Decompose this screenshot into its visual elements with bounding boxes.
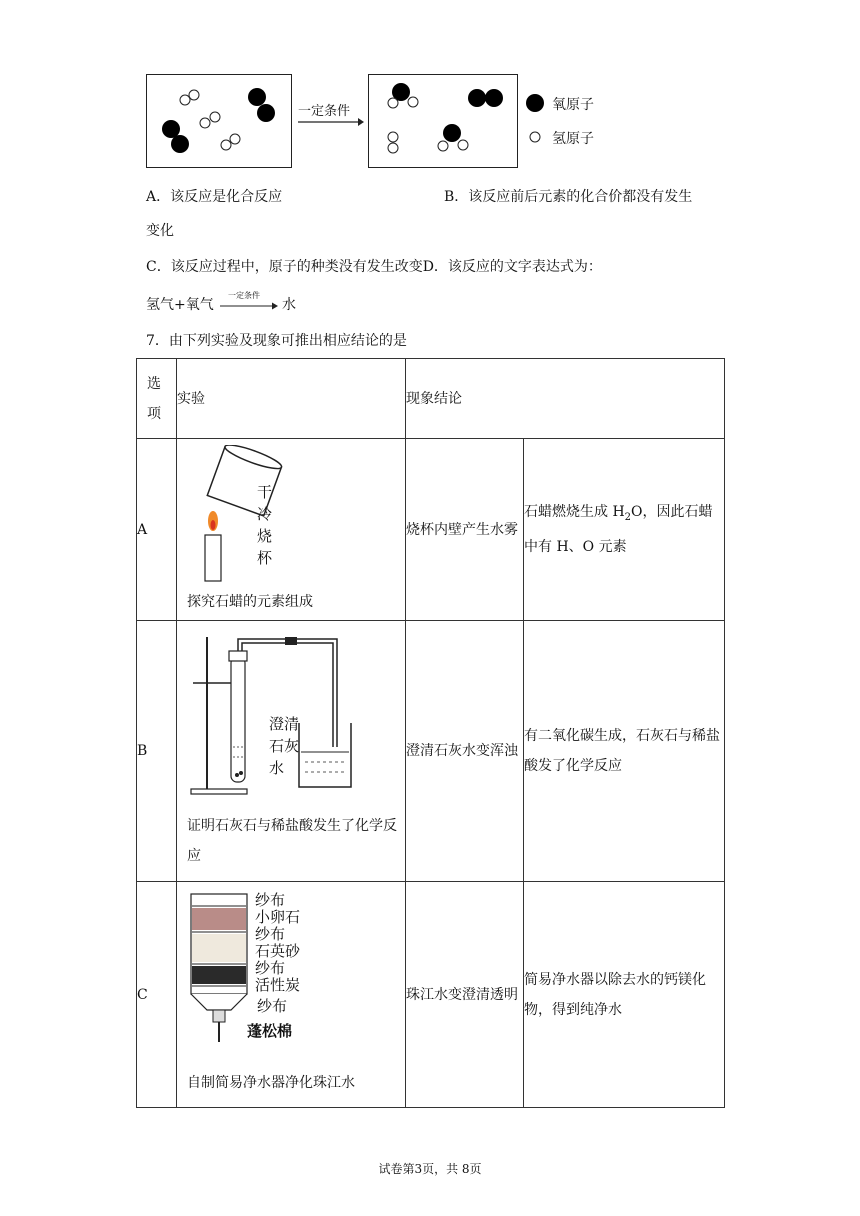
purifier-layer-labels <box>247 891 301 1040</box>
label-char: 干 <box>257 483 273 501</box>
label-line: 水 <box>269 759 285 777</box>
limewater-label <box>269 713 299 779</box>
legend-hydrogen-label: 氢原子 <box>552 131 594 147</box>
header-phenomenon-conclusion: 现象结论 <box>406 359 725 439</box>
layer-label: 小卵石 <box>255 908 301 926</box>
legend-oxygen-label: 氧原子 <box>552 97 594 113</box>
equation-product: 水 <box>282 297 296 313</box>
row-c-phenomenon: 珠江水变澄清透明 <box>406 882 524 1108</box>
option-b-line2: 变化 <box>146 223 174 239</box>
hydrogen-atom-icon <box>524 126 546 148</box>
reaction-condition-label: 一定条件 <box>298 104 351 119</box>
header-option-line2: 项 <box>147 405 161 422</box>
row-a-experiment <box>177 439 406 621</box>
label-line: 澄清 <box>269 715 300 733</box>
layer-label: 蓬松棉 <box>247 1022 293 1040</box>
reaction-arrow <box>296 100 364 130</box>
table-header-row <box>137 359 725 439</box>
conclusion-text: 石蜡燃烧生成 H <box>524 503 625 520</box>
equation-condition: 一定条件 <box>228 291 260 300</box>
row-a-phenomenon: 烧杯内壁产生水雾 <box>406 439 524 621</box>
reactants-box <box>146 74 292 168</box>
layer-label: 活性炭 <box>255 976 301 994</box>
legend-hydrogen <box>524 126 624 150</box>
cold-beaker-label <box>257 481 277 569</box>
candle-beaker-figure <box>183 445 313 585</box>
row-c-conclusion: 简易净水器以除去水的钙镁化物，得到纯净水 <box>524 882 725 1108</box>
row-a-caption: 探究石蜡的元素组成 <box>187 594 313 610</box>
row-a-conclusion <box>524 439 725 621</box>
option-c-d: C．该反应过程中，原子的种类没有发生改变D．该反应的文字表达式为： <box>146 259 602 275</box>
experiment-table <box>136 358 725 1108</box>
header-experiment: 实验 <box>177 359 406 439</box>
label-char: 杯 <box>257 549 273 567</box>
layer-label: 石英砂 <box>255 942 301 960</box>
option-a: A．该反应是化合反应 <box>146 189 283 205</box>
products-molecules <box>369 75 517 167</box>
layer-label: 纱布 <box>255 925 286 943</box>
label-char: 冷 <box>257 505 273 523</box>
label-line: 石灰 <box>269 737 300 755</box>
row-c-caption: 自制简易净水器净化珠江水 <box>187 1075 355 1091</box>
layer-label: 纱布 <box>257 997 288 1015</box>
reactants-molecules <box>147 75 291 167</box>
word-equation <box>146 290 366 316</box>
layer-label: 纱布 <box>255 891 286 909</box>
header-option <box>137 359 177 439</box>
legend-oxygen <box>524 92 624 116</box>
equation-reactants: 氢气+氧气 <box>146 297 214 313</box>
page-footer: 试卷第3页，共 8页 <box>378 1162 482 1176</box>
equation-arrow <box>220 300 280 312</box>
table-row <box>137 439 725 621</box>
row-b-caption: 证明石灰石与稀盐酸发生了化学反应 <box>187 818 397 864</box>
row-b-option: B <box>137 621 177 882</box>
row-b-phenomenon: 澄清石灰水变浑浊 <box>406 621 524 882</box>
row-c-experiment <box>177 882 406 1108</box>
row-a-option: A <box>137 439 177 621</box>
label-char: 烧 <box>257 527 273 545</box>
row-b-conclusion: 有二氧化碳生成，石灰石与稀盐酸发了化学反应 <box>524 621 725 882</box>
oxygen-atom-icon <box>524 92 546 114</box>
conclusion-text: O，因此石蜡中有 H、O 元素 <box>524 503 713 556</box>
subscript: 2 <box>624 511 632 523</box>
option-b-line1: B．该反应前后元素的化合价都没有发生 <box>444 189 693 205</box>
table-row <box>137 882 725 1108</box>
table-row <box>137 621 725 882</box>
products-box <box>368 74 518 168</box>
header-option-line1: 选 <box>147 375 161 392</box>
row-c-option: C <box>137 882 177 1108</box>
question7-stem: 7．由下列实验及现象可推出相应结论的是 <box>146 333 407 349</box>
row-b-experiment <box>177 621 406 882</box>
layer-label: 纱布 <box>255 959 286 977</box>
